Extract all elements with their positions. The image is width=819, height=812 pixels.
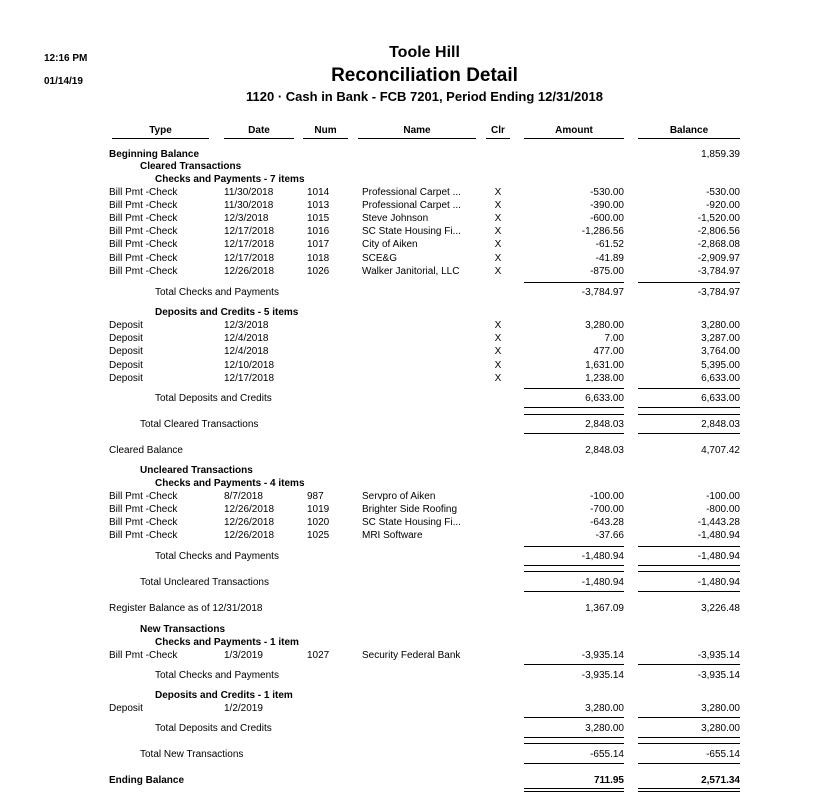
subtotal-rule xyxy=(524,282,624,283)
total-balance: -1,480.94 xyxy=(697,577,740,588)
row-type: Bill Pmt -Check xyxy=(109,491,178,502)
row-amount: -100.00 xyxy=(590,491,624,502)
row-num: 1017 xyxy=(307,239,330,251)
subtotal-rule xyxy=(638,571,740,572)
row-amount: -530.00 xyxy=(590,187,624,198)
row-num: 1025 xyxy=(307,530,330,542)
row-cleared-mark: X xyxy=(494,372,502,384)
subtotal-rule xyxy=(638,763,740,764)
total-label: Total Uncleared Transactions xyxy=(140,577,269,588)
subtotal-rule xyxy=(638,565,740,566)
row-amount: -875.00 xyxy=(590,265,624,277)
row-type: Bill Pmt -Check xyxy=(109,213,178,225)
row-amount: -41.89 xyxy=(595,252,624,264)
row-balance: -800.00 xyxy=(706,504,740,516)
row-num: 1019 xyxy=(307,504,330,516)
row-amount: -37.66 xyxy=(595,530,624,542)
row-name: Walker Janitorial, LLC xyxy=(362,265,460,277)
row-balance: -530.00 xyxy=(706,187,740,198)
row-name: Steve Johnson xyxy=(362,213,429,225)
total-label: Ending Balance xyxy=(109,775,185,786)
row-type: Deposit xyxy=(109,359,143,371)
row-balance: -2,868.08 xyxy=(697,239,740,251)
row-amount: -390.00 xyxy=(590,200,624,212)
total-label: Register Balance as of 12/31/2018 xyxy=(109,603,263,614)
section-title: Uncleared Transactions xyxy=(140,465,253,476)
row-date: 12/4/2018 xyxy=(224,333,269,345)
row-amount: -643.28 xyxy=(590,517,624,529)
row-balance: 3,764.00 xyxy=(701,346,740,358)
row-num: 1016 xyxy=(307,226,330,238)
row-amount: 3,280.00 xyxy=(585,320,624,331)
row-name: Professional Carpet ... xyxy=(362,200,461,212)
row-date: 12/17/2018 xyxy=(224,226,275,238)
total-balance: -3,784.97 xyxy=(697,287,740,298)
total-label: Total Checks and Payments xyxy=(155,551,279,562)
row-balance: -1,443.28 xyxy=(697,517,740,529)
total-balance: 4,707.42 xyxy=(701,445,740,456)
row-date: 8/7/2018 xyxy=(224,491,263,502)
row-name: SCE&G xyxy=(362,252,398,264)
row-amount: 7.00 xyxy=(604,333,624,345)
row-balance: -3,935.14 xyxy=(697,650,740,661)
row-balance: -2,806.56 xyxy=(697,226,740,238)
row-amount: -700.00 xyxy=(590,504,624,516)
row-cleared-mark: X xyxy=(494,226,502,238)
subtotal-rule xyxy=(638,433,740,434)
total-label: Total Deposits and Credits xyxy=(155,393,272,404)
total-amount: -655.14 xyxy=(590,749,624,760)
row-name: SC State Housing Fi... xyxy=(362,226,461,238)
subtotal-rule xyxy=(638,664,740,665)
subtotal-rule xyxy=(524,737,624,738)
total-amount: 711.95 xyxy=(593,775,624,786)
double-rule xyxy=(638,788,740,792)
row-date: 1/2/2019 xyxy=(224,703,263,714)
row-name: SC State Housing Fi... xyxy=(362,517,461,529)
total-balance: -655.14 xyxy=(706,749,740,760)
subtotal-rule xyxy=(638,388,740,389)
row-name: Servpro of Aiken xyxy=(362,491,436,502)
row-name: Professional Carpet ... xyxy=(362,187,461,198)
row-amount: 477.00 xyxy=(593,346,624,358)
row-num: 1027 xyxy=(307,650,330,661)
row-type: Bill Pmt -Check xyxy=(109,265,178,277)
total-label: Cleared Balance xyxy=(109,445,183,456)
col-header-balance: Balance xyxy=(638,125,740,139)
row-amount: -3,935.14 xyxy=(581,650,624,661)
col-header-num: Num xyxy=(303,125,348,139)
total-amount: 6,633.00 xyxy=(585,393,624,404)
total-balance: 3,280.00 xyxy=(701,723,740,734)
beginning-balance-label: Beginning Balance xyxy=(109,149,200,160)
col-header-date: Date xyxy=(224,125,294,139)
subtotal-rule xyxy=(524,763,624,764)
row-cleared-mark: X xyxy=(494,239,502,251)
row-balance: 3,280.00 xyxy=(701,320,740,331)
row-type: Deposit xyxy=(109,346,143,358)
row-amount: -61.52 xyxy=(595,239,624,251)
row-type: Bill Pmt -Check xyxy=(109,187,178,198)
row-name: Security Federal Bank xyxy=(362,650,461,661)
total-amount: -3,784.97 xyxy=(581,287,624,298)
subtotal-rule xyxy=(638,717,740,718)
row-date: 11/30/2018 xyxy=(224,200,274,212)
subtotal-rule xyxy=(524,591,624,592)
total-amount: 2,848.03 xyxy=(585,445,624,456)
group-title: Checks and Payments - 4 items xyxy=(155,478,305,489)
row-type: Bill Pmt -Check xyxy=(109,650,178,661)
row-amount: -600.00 xyxy=(590,213,624,225)
row-cleared-mark: X xyxy=(494,346,502,358)
total-amount: 1,367.09 xyxy=(585,603,624,614)
row-type: Bill Pmt -Check xyxy=(109,252,178,264)
row-type: Deposit xyxy=(109,372,143,384)
subtotal-rule xyxy=(524,743,624,744)
row-type: Deposit xyxy=(109,703,143,714)
col-header-name: Name xyxy=(358,125,476,139)
col-header-clr: Clr xyxy=(486,125,510,139)
row-cleared-mark: X xyxy=(494,187,502,198)
row-balance: -1,520.00 xyxy=(697,213,740,225)
row-cleared-mark: X xyxy=(494,265,502,277)
row-balance: -3,784.97 xyxy=(697,265,740,277)
row-num: 1026 xyxy=(307,265,330,277)
report-title: Reconciliation Detail xyxy=(331,65,518,86)
total-balance: 2,848.03 xyxy=(701,419,740,430)
row-balance: 5,395.00 xyxy=(701,359,740,371)
total-label: Total Deposits and Credits xyxy=(155,723,272,734)
row-type: Bill Pmt -Check xyxy=(109,530,178,542)
total-balance: -3,935.14 xyxy=(697,670,740,681)
row-date: 12/17/2018 xyxy=(224,372,275,384)
subtotal-rule xyxy=(524,414,624,415)
report-date: 01/14/19 xyxy=(44,76,83,87)
total-balance: -1,480.94 xyxy=(697,551,740,562)
subtotal-rule xyxy=(638,737,740,738)
row-type: Deposit xyxy=(109,320,143,331)
subtotal-rule xyxy=(524,717,624,718)
row-cleared-mark: X xyxy=(494,333,502,345)
total-amount: -1,480.94 xyxy=(581,551,624,562)
row-cleared-mark: X xyxy=(494,213,502,225)
row-balance: 6,633.00 xyxy=(701,372,740,384)
beginning-balance-value: 1,859.39 xyxy=(701,149,740,160)
row-balance: -100.00 xyxy=(706,491,740,502)
row-name: Brighter Side Roofing xyxy=(362,504,458,516)
group-title: Deposits and Credits - 5 items xyxy=(155,307,299,318)
row-name: City of Aiken xyxy=(362,239,418,251)
row-date: 12/26/2018 xyxy=(224,517,275,529)
row-date: 12/26/2018 xyxy=(224,530,275,542)
group-title: Checks and Payments - 1 item xyxy=(155,637,299,648)
row-date: 12/26/2018 xyxy=(224,504,275,516)
row-date: 12/17/2018 xyxy=(224,239,275,251)
row-cleared-mark: X xyxy=(494,359,502,371)
row-balance: -1,480.94 xyxy=(697,530,740,542)
double-rule xyxy=(524,788,624,792)
total-amount: -1,480.94 xyxy=(581,577,624,588)
report-subtitle: 1120 · Cash in Bank - FCB 7201, Period Ending 12/31/2018 xyxy=(246,89,603,104)
row-date: 1/3/2019 xyxy=(224,650,263,661)
row-balance: 3,280.00 xyxy=(701,703,740,714)
group-title: Checks and Payments - 7 items xyxy=(155,174,305,185)
total-amount: 2,848.03 xyxy=(585,419,624,430)
report-time: 12:16 PM xyxy=(44,53,88,64)
row-num: 1015 xyxy=(307,213,330,225)
row-num: 1018 xyxy=(307,252,330,264)
total-balance: 2,571.34 xyxy=(701,775,740,786)
subtotal-rule xyxy=(638,282,740,283)
total-label: Total Checks and Payments xyxy=(155,287,279,298)
total-amount: -3,935.14 xyxy=(581,670,624,681)
row-date: 12/3/2018 xyxy=(224,320,269,331)
subtotal-rule xyxy=(638,407,740,408)
row-num: 987 xyxy=(307,491,324,502)
row-amount: 1,238.00 xyxy=(585,372,624,384)
subtotal-rule xyxy=(638,546,740,547)
row-amount: 1,631.00 xyxy=(585,359,624,371)
total-balance: 3,226.48 xyxy=(701,603,740,614)
subtotal-rule xyxy=(638,414,740,415)
row-date: 12/26/2018 xyxy=(224,265,275,277)
subtotal-rule xyxy=(524,388,624,389)
row-amount: 3,280.00 xyxy=(585,703,624,714)
col-header-type: Type xyxy=(112,125,209,139)
subtotal-rule xyxy=(524,571,624,572)
subtotal-rule xyxy=(638,591,740,592)
company-name: Toole Hill xyxy=(389,44,460,61)
group-title: Deposits and Credits - 1 item xyxy=(155,690,293,701)
total-amount: 3,280.00 xyxy=(585,723,624,734)
section-title: New Transactions xyxy=(140,624,226,635)
total-label: Total Checks and Payments xyxy=(155,670,279,681)
row-num: 1013 xyxy=(307,200,330,212)
row-date: 12/10/2018 xyxy=(224,359,275,371)
row-cleared-mark: X xyxy=(494,252,502,264)
row-date: 12/4/2018 xyxy=(224,346,269,358)
row-balance: -920.00 xyxy=(706,200,740,212)
row-balance: 3,287.00 xyxy=(701,333,740,345)
subtotal-rule xyxy=(524,664,624,665)
row-type: Bill Pmt -Check xyxy=(109,226,178,238)
subtotal-rule xyxy=(524,433,624,434)
col-header-amount: Amount xyxy=(524,125,624,139)
row-type: Deposit xyxy=(109,333,143,345)
row-type: Bill Pmt -Check xyxy=(109,504,178,516)
subtotal-rule xyxy=(638,743,740,744)
row-amount: -1,286.56 xyxy=(581,226,624,238)
row-date: 12/3/2018 xyxy=(224,213,269,225)
section-title: Cleared Transactions xyxy=(140,161,242,172)
row-cleared-mark: X xyxy=(494,320,502,331)
row-type: Bill Pmt -Check xyxy=(109,517,178,529)
row-type: Bill Pmt -Check xyxy=(109,239,178,251)
total-label: Total New Transactions xyxy=(140,749,244,760)
row-num: 1020 xyxy=(307,517,330,529)
row-name: MRI Software xyxy=(362,530,423,542)
total-balance: 6,633.00 xyxy=(701,393,740,404)
subtotal-rule xyxy=(524,407,624,408)
row-num: 1014 xyxy=(307,187,330,198)
row-date: 12/17/2018 xyxy=(224,252,275,264)
subtotal-rule xyxy=(524,546,624,547)
subtotal-rule xyxy=(524,565,624,566)
row-type: Bill Pmt -Check xyxy=(109,200,178,212)
row-cleared-mark: X xyxy=(494,200,502,212)
row-balance: -2,909.97 xyxy=(697,252,740,264)
total-label: Total Cleared Transactions xyxy=(140,419,259,430)
row-date: 11/30/2018 xyxy=(224,187,274,198)
